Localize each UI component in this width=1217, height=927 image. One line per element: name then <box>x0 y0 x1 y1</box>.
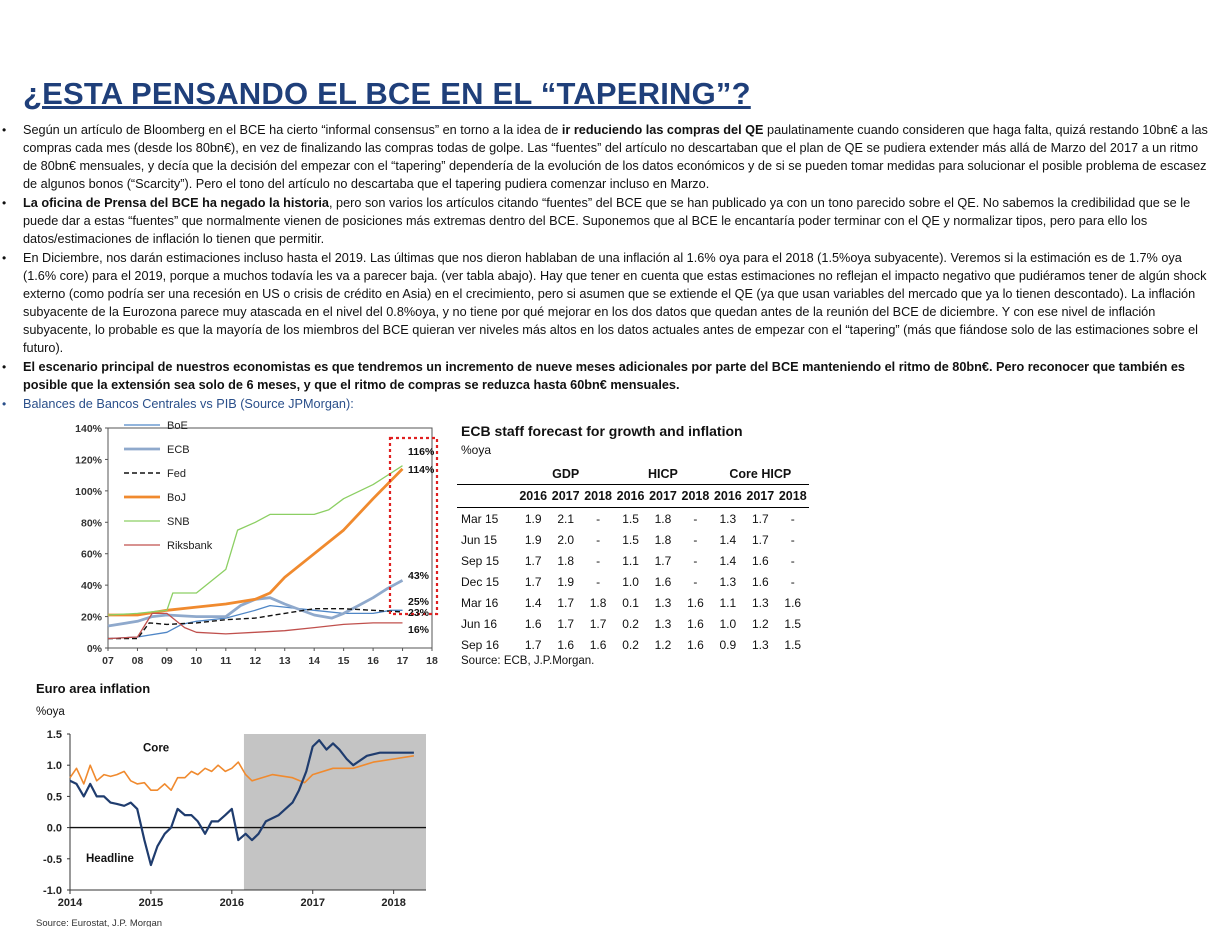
table-cell: - <box>693 511 698 526</box>
table-cell: 1.4 <box>719 532 737 547</box>
x-tick-label: 13 <box>278 655 291 667</box>
table-cell: 1.6 <box>784 595 802 610</box>
y-tick-label: -1.0 <box>43 885 62 897</box>
text-run: En Diciembre, nos darán estimaciones incluso hasta el 2019. Las últimas que nos dieron hablaban de una inflación al 1.6% oya para el 2018 (1.5%oya subyacente). Veremos si la estimación es de 1.7% oya (1.6% core) para el 2019, porque a muchos todavía les va a parecer baja. (ver tabla abajo). Hay que tener en cuenta que estas estimaciones no reflejan el impacto negativo que pudiéramos tener de algún shock externo (como podría ser una recesión en US o crisis de crédito en Asia) en el crecimiento, pero si asumen que se extiende el QE (ya que usan variables del mercado que ya lo tienen descontado). La inflación subyacente de la Eurozona parece muy atascada en el nivel del 0.8%oya, y no tiene por qué mejorar en los dos datos que quedan antes de la reunión del BCE de diciembre. Y con ese nivel de inflación subyacente, lo probable es que la mayoría de los miembros del BCE quieran ver niveles más altos en los datos actuales antes de empezar con el “tapering” (más que fiándose solo de las estimaciones sobre el futuro). <box>23 251 1207 355</box>
table-cell: 1.4 <box>524 595 542 610</box>
y-tick-label: 0.5 <box>46 791 62 804</box>
series-line-boj <box>108 469 403 615</box>
table-cell: - <box>596 511 601 526</box>
y-tick-label: 60% <box>80 548 102 561</box>
table-cell: 1.5 <box>622 511 639 526</box>
table-cell: 0.9 <box>719 637 737 652</box>
bullet-dot: • <box>2 251 7 265</box>
table-cell: 1.7 <box>751 532 769 547</box>
table-cell: 1.7 <box>751 511 769 526</box>
table-source: Source: ECB, J.P.Morgan. <box>461 655 595 667</box>
table-corner <box>457 485 517 508</box>
table-cell: - <box>790 532 795 547</box>
table-cell: 1.6 <box>687 595 704 610</box>
bullet-text <box>23 196 1190 246</box>
table-cell: 1.8 <box>654 511 672 526</box>
row-label: Dec 15 <box>461 574 500 589</box>
table-row <box>457 571 809 592</box>
x-tick-label: 11 <box>220 655 232 667</box>
bullet-dot: • <box>2 123 7 137</box>
table-cell: - <box>596 574 601 589</box>
table-cell: 2.0 <box>557 532 574 547</box>
group-gdp: GDP <box>517 463 614 485</box>
bullet-item <box>0 249 1212 357</box>
bullet-item <box>0 358 1212 394</box>
table-corner <box>457 463 517 485</box>
y-tick-label: 120% <box>75 454 102 467</box>
year-header: 2017 <box>744 485 776 508</box>
x-tick-label: 15 <box>337 655 350 667</box>
forecast-table <box>457 463 809 655</box>
table-cell: 1.1 <box>622 553 639 568</box>
table-cell: 1.6 <box>687 616 704 631</box>
bullet-text <box>23 397 354 411</box>
table-cell: - <box>596 553 601 568</box>
y-tick-label: -0.5 <box>43 853 62 866</box>
table-cell: 1.2 <box>654 637 672 652</box>
bullet-dot: • <box>2 397 7 411</box>
series-line-ecb <box>108 580 403 626</box>
x-tick-label: 16 <box>367 655 379 667</box>
chart-ylabel: %oya <box>36 706 65 718</box>
table-cell: 2.1 <box>557 511 574 526</box>
table-cell: 1.9 <box>557 574 574 589</box>
table-row <box>457 550 809 571</box>
bold-text: La oficina de Prensa del BCE ha negado la historia <box>23 196 329 210</box>
table-cell: 1.3 <box>719 574 737 589</box>
table-cell: 1.7 <box>524 574 542 589</box>
text-run: , pero son varios los artículos citando “fuentes” del BCE que se han publicado ya con un tono parecido sobre el QE. No sabemos la credibilidad que se le puede dar a estas “fuentes” que normalmente vienen de posiciones más extremas dentro del BCE. Suponemos que al BCE le encantaría poder terminar con el QE y normalizar tipos, pero para ello los datos/estimaciones de inflación lo tienen que permitir. <box>23 196 1191 246</box>
y-tick-label: 1.5 <box>46 729 62 741</box>
legend-label: Riksbank <box>167 540 213 552</box>
table-cell: 1.6 <box>589 637 607 652</box>
table-subtitle: %oya <box>461 443 492 457</box>
table-cell: 1.9 <box>524 511 542 526</box>
table-cell: 1.6 <box>751 574 769 589</box>
table-cell: - <box>790 574 795 589</box>
row-label: Sep 16 <box>461 637 500 652</box>
bold-text: ir reduciendo las compras del QE <box>561 123 764 137</box>
table-cell: 1.3 <box>654 616 672 631</box>
ecb-forecast-table <box>457 417 809 673</box>
table-cell: - <box>693 532 698 547</box>
table-cell: 1.5 <box>784 637 802 652</box>
y-tick-label: 20% <box>80 611 102 624</box>
table-cell: - <box>693 553 698 568</box>
year-header: 2018 <box>582 485 614 508</box>
table-row <box>457 634 809 655</box>
x-tick-label: 18 <box>426 655 438 667</box>
series-label-headline: Headline <box>86 852 134 865</box>
legend-label: BoE <box>167 420 188 432</box>
row-label: Mar 16 <box>461 595 499 610</box>
table-cell: 1.6 <box>524 616 542 631</box>
page-title: ¿ESTA PENSANDO EL BCE EN EL “TAPERING”? <box>23 76 751 111</box>
bullet-item <box>0 194 1212 248</box>
table-cell: 1.9 <box>524 532 542 547</box>
table-row <box>457 613 809 634</box>
table-cell: 1.8 <box>557 553 574 568</box>
year-header: 2017 <box>647 485 679 508</box>
series-label-core: Core <box>143 742 170 755</box>
table-cell: 1.2 <box>751 616 769 631</box>
table-cell: 1.7 <box>524 637 542 652</box>
bullet-list <box>0 121 1212 414</box>
table-title: ECB staff forecast for growth and inflation <box>461 423 743 439</box>
table-cell: 1.3 <box>719 511 737 526</box>
y-tick-label: 140% <box>75 423 102 435</box>
text-run: Balances de Bancos Centrales vs PIB (Source JPMorgan): <box>23 397 354 411</box>
table-cell: 1.6 <box>751 553 769 568</box>
table-cell: 1.7 <box>557 616 574 631</box>
year-header: 2016 <box>517 485 549 508</box>
row-label: Jun 16 <box>461 616 498 631</box>
table-cell: 1.6 <box>557 637 574 652</box>
x-tick-label: 08 <box>131 655 144 667</box>
table-cell: - <box>790 553 795 568</box>
end-value-label: 16% <box>408 624 430 636</box>
year-header: 2016 <box>614 485 646 508</box>
table-cell: 1.7 <box>654 553 672 568</box>
group-core-hicp: Core HICP <box>712 463 809 485</box>
table-cell: 1.5 <box>784 616 802 631</box>
table-year-header <box>457 485 809 508</box>
year-header: 2017 <box>549 485 581 508</box>
table-cell: 1.3 <box>751 637 769 652</box>
end-value-label: 116% <box>408 446 435 458</box>
chart-title: Euro area inflation <box>36 681 151 696</box>
x-tick-label: 2018 <box>381 897 406 909</box>
table-cell: 1.6 <box>687 637 704 652</box>
table-group-header <box>457 463 809 485</box>
y-tick-label: 40% <box>80 580 102 593</box>
table-cell: 1.7 <box>589 616 607 631</box>
row-label: Jun 15 <box>461 532 498 547</box>
table-cell: 1.3 <box>654 595 672 610</box>
x-tick-label: 10 <box>190 655 203 667</box>
table-cell: 1.6 <box>654 574 672 589</box>
table-cell: 0.2 <box>622 637 639 652</box>
x-tick-label: 09 <box>161 655 173 667</box>
bullet-item <box>0 121 1212 193</box>
x-tick-label: 2014 <box>57 897 83 909</box>
bold-text: El escenario principal de nuestros economistas es que tendremos un incremento de nueve meses adicionales por parte del BCE manteniendo el ritmo de 80bn€. Pero reconocer que también es posible que la extensión sea solo de 6 meses, y que el ritmo de compras se reduzca hasta 60bn€ mensuales. <box>23 360 1185 392</box>
x-tick-label: 12 <box>249 655 262 667</box>
end-value-label: 114% <box>408 464 435 476</box>
year-header: 2016 <box>712 485 744 508</box>
x-tick-label: 2016 <box>219 897 245 909</box>
y-tick-label: 0% <box>86 643 102 655</box>
table-cell: 0.2 <box>622 616 639 631</box>
x-tick-label: 2015 <box>138 897 164 909</box>
end-value-label: 23% <box>408 607 430 619</box>
table-cell: 1.0 <box>719 616 737 631</box>
legend-label: BoJ <box>167 492 186 504</box>
row-label: Sep 15 <box>461 553 500 568</box>
y-tick-label: 100% <box>75 485 102 498</box>
x-tick-label: 17 <box>396 655 409 667</box>
bullet-item <box>0 395 1212 413</box>
bullet-text <box>23 251 1206 355</box>
table-cell: 1.0 <box>622 574 639 589</box>
legend-label: Fed <box>167 468 186 480</box>
bullet-text <box>23 123 1208 191</box>
series-line-snb <box>108 466 403 615</box>
end-value-label: 25% <box>408 596 430 608</box>
table-cell: 1.8 <box>589 595 607 610</box>
x-tick-label: 2017 <box>300 897 325 909</box>
table-cell: 1.8 <box>654 532 672 547</box>
y-tick-label: 1.0 <box>46 760 62 773</box>
table-cell: - <box>790 511 795 526</box>
year-header: 2018 <box>777 485 810 508</box>
table-row <box>457 592 809 613</box>
table-row <box>457 529 809 550</box>
bullet-dot: • <box>2 360 7 374</box>
text-run: paulatinamente cuando consideren que haga falta, quizá restando 10bn€ a las compras cada mes (desde los 80bn€), en vez de finalizando las compras todas de golpe. Las “fuentes” del artículo no descartaban que el plan de QE se pudiera extender más allá de Marzo del 2017 a un ritmo de 80bn€ mensuales, y decía que la decisión del empezar con el “tapering” dependería de la evolución de los datos económicos y de si se pueden tomar medidas para solucionar el posible problema de escasez de algunos bonos (“Scarcity”). Pero el tono del artículo no descartaba que el tapering pudiera comenzar incluso en Marzo. <box>23 123 1208 191</box>
table-cell: 1.7 <box>524 553 542 568</box>
balance-sheet-chart <box>70 418 450 674</box>
table-cell: 1.5 <box>622 532 639 547</box>
table-row <box>457 508 809 530</box>
table-cell: - <box>596 532 601 547</box>
table-cell: 1.1 <box>719 595 737 610</box>
group-hicp: HICP <box>614 463 711 485</box>
table-cell: 1.4 <box>719 553 737 568</box>
y-tick-label: 0.0 <box>46 822 62 835</box>
chart-source: Source: Eurostat, J.P. Morgan <box>36 918 163 927</box>
year-header: 2018 <box>679 485 711 508</box>
legend-label: SNB <box>167 516 190 528</box>
table-cell: 1.7 <box>557 595 574 610</box>
x-tick-label: 14 <box>308 655 321 667</box>
table-cell: 1.3 <box>751 595 769 610</box>
table-cell: - <box>693 574 698 589</box>
bullet-dot: • <box>2 196 7 210</box>
y-tick-label: 80% <box>80 517 102 530</box>
series-line-boe <box>108 606 403 639</box>
end-value-label: 43% <box>408 570 430 582</box>
x-tick-label: 07 <box>102 655 114 667</box>
table-cell: 0.1 <box>622 595 639 610</box>
bullet-text <box>23 360 1185 392</box>
legend-label: ECB <box>167 444 190 456</box>
text-run: Según un artículo de Bloomberg en el BCE ha cierto “informal consensus” en torno a la idea de <box>23 123 562 137</box>
euro-area-inflation-chart <box>30 676 440 927</box>
row-label: Mar 15 <box>461 511 499 526</box>
